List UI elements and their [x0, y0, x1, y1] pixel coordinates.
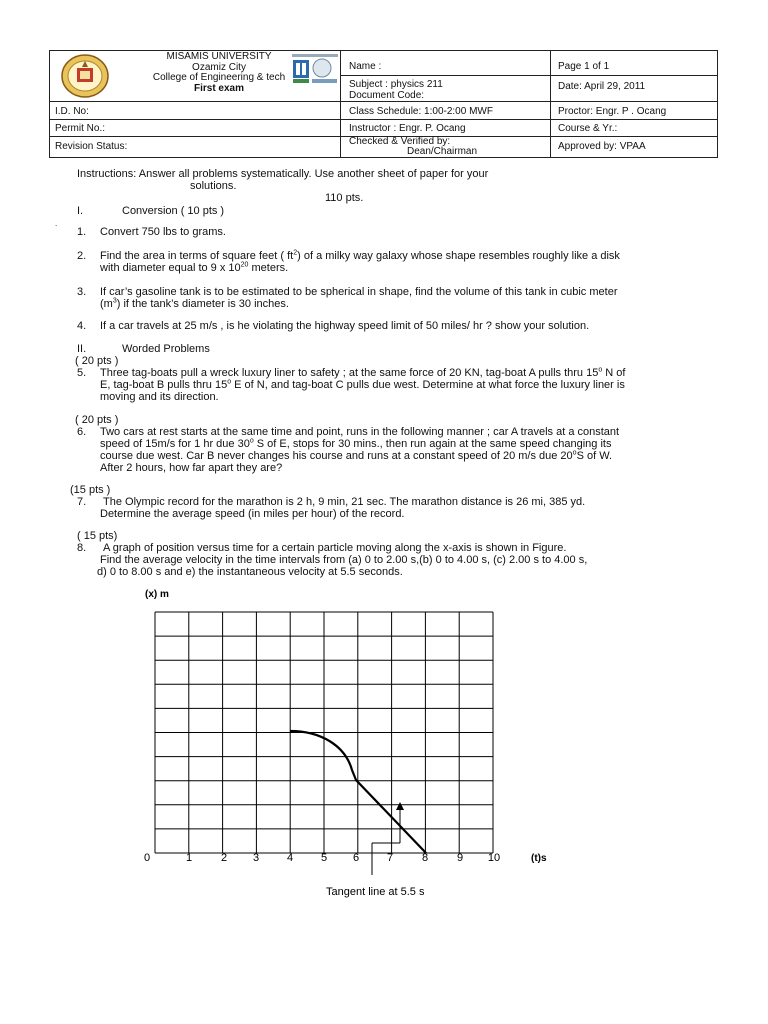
text-run: course due west. Car B never changes his course and runs at a constant speed of 20 m/s due 20	[100, 450, 573, 462]
document-code-field: Document Code:	[349, 90, 425, 101]
text-run: ) if the tank’s diameter is 30 inches.	[116, 298, 289, 310]
x-tick-label: 5	[320, 852, 328, 864]
university-name: MISAMIS UNIVERSITY	[166, 51, 272, 62]
page-number: Page 1 of 1	[558, 61, 610, 72]
question-text: d) 0 to 8.00 s and e) the instantaneous velocity at 5.5 seconds.	[97, 566, 403, 578]
x-tick-label: 7	[386, 852, 394, 864]
y-axis-label: (x) m	[145, 589, 169, 600]
text-run: Three tag-boats pull a wreck luxury liner to safety ; at the same force of 20 KN, tag-boat A pulls thru 15	[100, 367, 599, 379]
section-title: Worded Problems	[122, 343, 210, 355]
x-tick-label: 6	[352, 852, 360, 864]
class-schedule-field: Class Schedule: 1:00-2:00 MWF	[349, 106, 493, 117]
x-tick-labels	[144, 852, 500, 864]
approved-by-field: Approved by: VPAA	[558, 141, 646, 152]
question-text: A graph of position versus time for a certain particle moving along the x-axis is shown in Figure.	[103, 542, 567, 554]
question-text: Determine the average speed (in miles per hour) of the record.	[100, 508, 405, 520]
text-run: meters.	[248, 262, 289, 274]
superscript: 3	[112, 297, 117, 305]
x-tick-label: 3	[252, 852, 260, 864]
tangent-line-label: Tangent line at 5.5 s	[326, 886, 425, 898]
text-run: E of N, and tag-boat C pulls due west. Determine at what force the luxury liner is	[231, 379, 625, 391]
question-text: The Olympic record for the marathon is 2 h, 9 min, 21 sec. The marathon distance is 26 mi, 385 yd.	[103, 496, 586, 508]
subject-field: Subject : physics 211	[349, 79, 443, 90]
college-name: College of Engineering & tech	[152, 72, 286, 83]
superscript: 20	[240, 261, 249, 269]
tangent-arrow-head	[396, 802, 404, 810]
question-number: 8.	[77, 542, 87, 554]
question-text: After 2 hours, how far apart they are?	[100, 462, 283, 474]
question-number: 4.	[77, 320, 87, 332]
x-tick-label: 0	[143, 852, 151, 864]
question-points: ( 20 pts )	[75, 414, 119, 426]
question-number: 5.	[77, 367, 87, 379]
section-numeral: I.	[77, 205, 84, 217]
question-number: 7.	[77, 496, 87, 508]
instructor-field: Instructor : Engr. P. Ocang	[349, 123, 466, 134]
text-run: with diameter equal to 9 x 10	[100, 262, 241, 274]
exam-date: Date: April 29, 2011	[558, 81, 646, 92]
text-run: S of E, stops for 30 mins., then run again at the same speed changing its	[253, 438, 612, 450]
revision-status-field: Revision Status:	[55, 141, 128, 152]
question-text: Convert 750 lbs to grams.	[100, 226, 226, 238]
text-run: S of W.	[576, 450, 613, 462]
superscript: o	[572, 449, 577, 457]
superscript: o	[249, 437, 254, 445]
proctor-field: Proctor: Engr. P . Ocang	[558, 106, 667, 117]
total-points: 110 pts.	[325, 192, 364, 204]
text-run: ) of a milky way galaxy whose shape resembles roughly like a disk	[297, 250, 620, 262]
question-number: 3.	[77, 286, 87, 298]
instructions-line: solutions.	[190, 180, 237, 192]
text-run: E, tag-boat B pulls thru 15	[100, 379, 228, 391]
exam-title: First exam	[193, 82, 245, 94]
superscript: o	[227, 378, 232, 386]
question-points: ( 15 pts)	[77, 530, 118, 542]
question-text: If a car travels at 25 m/s , is he violating the highway speed limit of 50 miles/ hr ? show your solution.	[100, 320, 590, 332]
x-tick-label: 4	[286, 852, 294, 864]
x-tick-label: 8	[421, 852, 429, 864]
question-text: Two cars at rest starts at the same time and point, runs in the following manner ; car A travels at a constant	[100, 426, 620, 438]
question-text: moving and its direction.	[100, 391, 219, 403]
section-numeral: II.	[77, 343, 87, 355]
university-city: Ozamiz City	[192, 61, 246, 73]
instructions-line: Instructions: Answer all problems systematically. Use another sheet of paper for your	[77, 168, 489, 180]
question-number: 2.	[77, 250, 87, 262]
superscript: o	[598, 366, 603, 374]
text-run: Find the area in terms of square feet ( ft	[100, 250, 294, 262]
superscript: 2	[293, 249, 298, 257]
checked-verified-field: Checked & Verified by:	[349, 136, 451, 147]
x-tick-label: 9	[456, 852, 464, 864]
x-tick-label: 1	[185, 852, 193, 864]
question-text: Find the average velocity in the time intervals from (a) 0 to 2.00 s,(b) 0 to 4.00 s, (c) 2.00 s to 4.00 s,	[100, 554, 588, 566]
question-text: If car’s gasoline tank is to be estimated to be spherical in shape, find the volume of this tank in cubic meter	[100, 286, 618, 298]
permit-number-field: Permit No.:	[55, 123, 106, 134]
x-axis-label: (t)s	[531, 853, 547, 864]
course-year-field: Course & Yr.:	[558, 123, 618, 134]
section-title: Conversion ( 10 pts )	[122, 205, 225, 217]
question-points: (15 pts )	[70, 484, 111, 496]
text-run: N of	[602, 367, 626, 379]
x-tick-label: 10	[487, 852, 501, 864]
question-number: 6.	[77, 426, 87, 438]
text-run: (m	[100, 298, 113, 310]
text-run: speed of 15m/s for 1 hr due 30	[100, 438, 250, 450]
graph-grid	[155, 612, 493, 853]
name-field-label: Name :	[349, 61, 382, 72]
id-number-field: I.D. No:	[55, 106, 89, 117]
dean-chairman-label: Dean/Chairman	[407, 146, 478, 157]
question-number: 1.	[77, 226, 87, 238]
stray-mark: .	[55, 219, 58, 228]
x-tick-label: 2	[220, 852, 228, 864]
question-points: ( 20 pts )	[75, 355, 119, 367]
